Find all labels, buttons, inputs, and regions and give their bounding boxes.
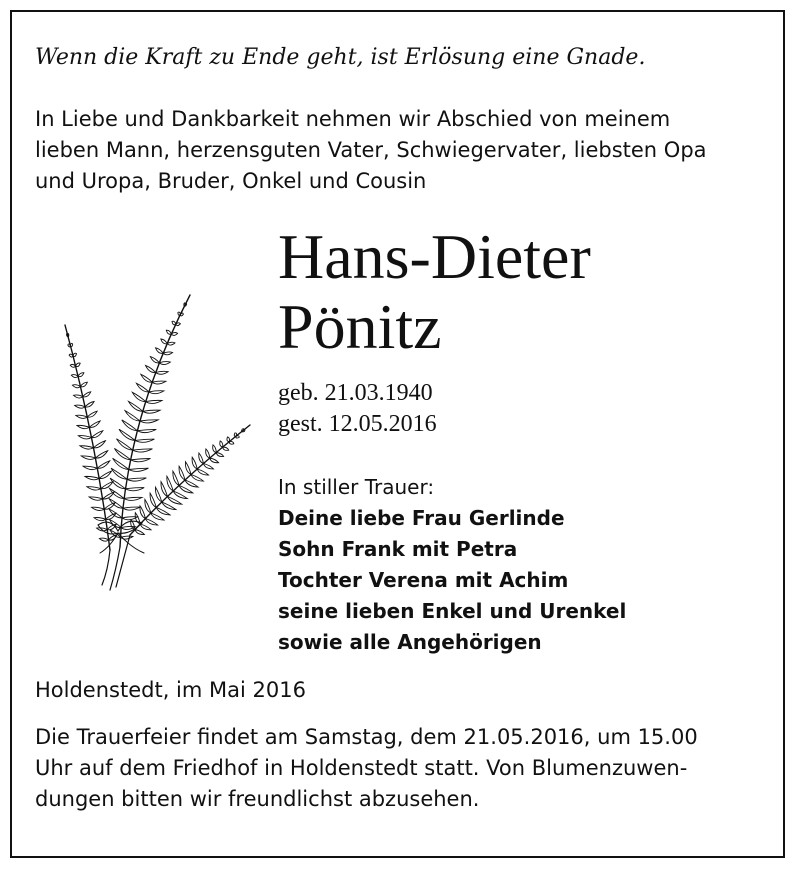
intro-text (35, 104, 765, 197)
mourner: sowie alle Angehörigen (278, 630, 542, 654)
deceased-name (278, 222, 591, 362)
death-date: gest. 12.05.2016 (278, 411, 437, 437)
funeral-line: Die Trauerfeier findet am Samstag, dem 21.05.2016, um 15.00 (35, 725, 698, 749)
life-dates (278, 378, 437, 440)
intro-line: lieben Mann, herzensguten Vater, Schwiegervater, liebsten Opa (35, 138, 707, 162)
mourner: Tochter Verena mit Achim (278, 568, 569, 592)
last-name: Pönitz (278, 291, 442, 362)
funeral-line: Uhr auf dem Friedhof in Holdenstedt statt. Von Blumenzuwen- (35, 756, 688, 780)
funeral-line: dungen bitten wir freundlichst abzusehen. (35, 787, 480, 811)
first-name: Hans-Dieter (278, 221, 591, 292)
intro-line: und Uropa, Bruder, Onkel und Cousin (35, 169, 427, 193)
birth-date: geb. 21.03.1940 (278, 380, 433, 406)
motto: Wenn die Kraft zu Ende geht, ist Erlösung eine Gnade. (35, 45, 646, 70)
mourner: Sohn Frank mit Petra (278, 537, 518, 561)
place-date: Holdenstedt, im Mai 2016 (35, 678, 306, 702)
mourning-label: In stiller Trauer: (278, 475, 435, 499)
mourner: seine lieben Enkel und Urenkel (278, 599, 627, 623)
mourners-block (278, 472, 626, 658)
mourner: Deine liebe Frau Gerlinde (278, 506, 565, 530)
intro-line: In Liebe und Dankbarkeit nehmen wir Abschied von meinem (35, 107, 671, 131)
fern-bouquet-icon (50, 285, 265, 595)
funeral-info (35, 722, 775, 815)
